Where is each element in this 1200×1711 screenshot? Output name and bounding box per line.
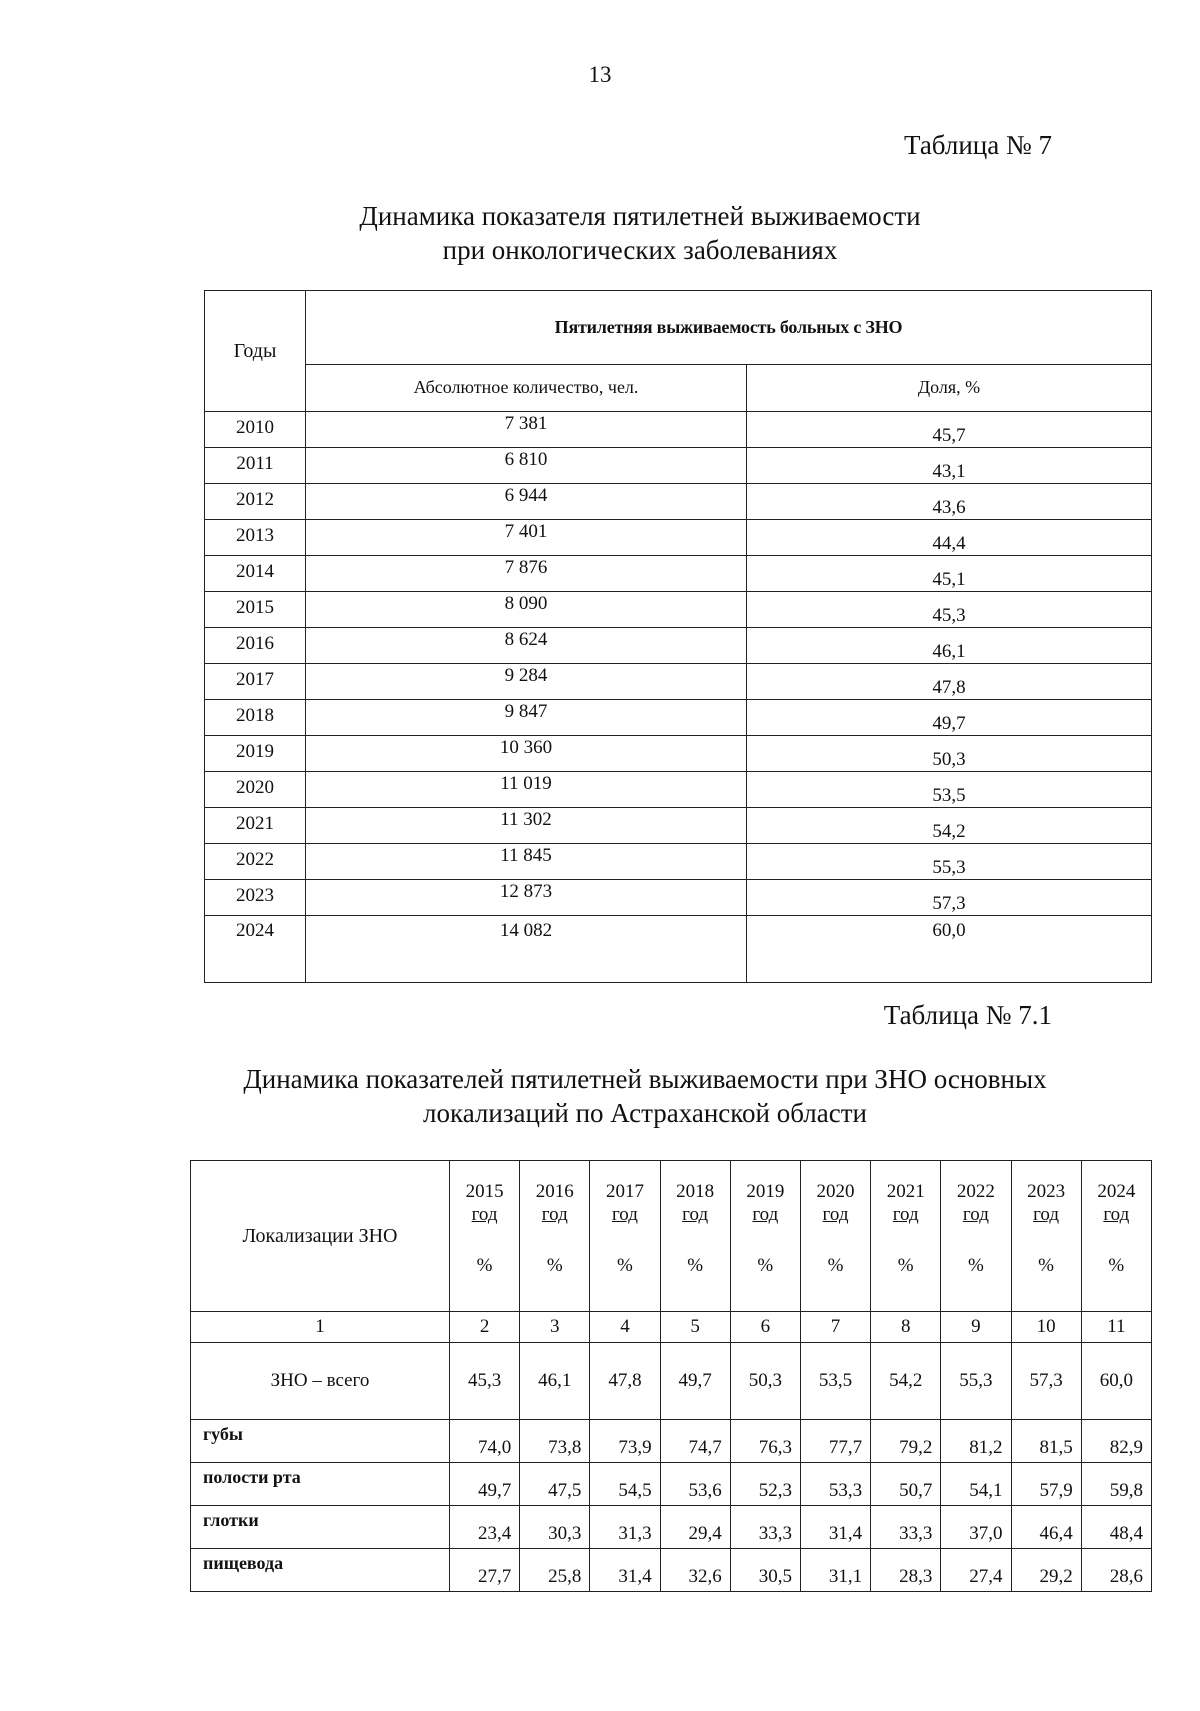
year-word: год: [822, 1203, 849, 1225]
value-cell: 31,3: [590, 1506, 660, 1549]
table-row: [191, 1549, 1152, 1592]
header-five-year-survival: Пятилетняя выживаемость больных с ЗНО: [306, 291, 1152, 365]
header-year-2019: [730, 1161, 800, 1312]
table-7-label: Таблица № 7: [904, 130, 1052, 160]
absolute-count-cell: 7 876: [306, 556, 747, 592]
year-cell: 2010: [205, 412, 306, 448]
year-cell: 2016: [205, 628, 306, 664]
table-row: [205, 484, 1152, 520]
column-number-cell: 3: [520, 1312, 590, 1343]
share-cell: 57,3: [747, 880, 1152, 916]
percent-label: %: [687, 1254, 704, 1276]
absolute-count-cell: 6 810: [306, 448, 747, 484]
share-cell: 49,7: [747, 700, 1152, 736]
header-share-percent: Доля, %: [747, 364, 1152, 411]
year-label: 2024: [1097, 1181, 1136, 1202]
value-cell: 54,2: [871, 1343, 941, 1420]
value-cell: 30,5: [730, 1549, 800, 1592]
percent-label: %: [897, 1254, 914, 1276]
column-number-cell: 5: [660, 1312, 730, 1343]
localization-cell: глотки: [191, 1506, 450, 1549]
value-cell: 33,3: [871, 1506, 941, 1549]
table-7-caption-line2: при онкологических заболеваниях: [442, 234, 838, 265]
table-7-1-label: Таблица № 7.1: [883, 1000, 1052, 1030]
value-cell: 57,3: [1011, 1343, 1081, 1420]
year-word: год: [1033, 1203, 1060, 1225]
value-cell: 77,7: [800, 1420, 870, 1463]
absolute-count-cell: 11 302: [306, 808, 747, 844]
value-cell: 53,3: [800, 1463, 870, 1506]
table-row: [205, 412, 1152, 448]
table-row: [205, 844, 1152, 880]
absolute-count-cell: 6 944: [306, 484, 747, 520]
table-row: [205, 448, 1152, 484]
year-cell: 2019: [205, 736, 306, 772]
value-cell: 27,4: [941, 1549, 1011, 1592]
header-years: Годы: [205, 291, 306, 412]
absolute-count-cell: 8 090: [306, 592, 747, 628]
percent-label: %: [1108, 1254, 1125, 1276]
year-word: год: [962, 1203, 989, 1225]
absolute-count-cell: 11 019: [306, 772, 747, 808]
value-cell: 73,8: [520, 1420, 590, 1463]
year-cell: 2012: [205, 484, 306, 520]
year-label: 2019: [746, 1181, 785, 1202]
localization-cell: губы: [191, 1420, 450, 1463]
absolute-count-cell: 11 845: [306, 844, 747, 880]
absolute-count-cell: 8 624: [306, 628, 747, 664]
year-cell: 2018: [205, 700, 306, 736]
year-word: год: [1103, 1203, 1130, 1225]
table-row: [205, 736, 1152, 772]
value-cell: 31,4: [590, 1549, 660, 1592]
table-row: [205, 556, 1152, 592]
value-cell: 54,1: [941, 1463, 1011, 1506]
survival-table: [204, 290, 1152, 983]
share-cell: 45,1: [747, 556, 1152, 592]
share-cell: 53,5: [747, 772, 1152, 808]
column-number-cell: 1: [191, 1312, 450, 1343]
year-cell: 2023: [205, 880, 306, 916]
percent-label: %: [546, 1254, 563, 1276]
table-row: [205, 808, 1152, 844]
year-label: 2021: [886, 1181, 925, 1202]
table-row: [205, 592, 1152, 628]
value-cell: 57,9: [1011, 1463, 1081, 1506]
value-cell: 79,2: [871, 1420, 941, 1463]
column-number-row: [191, 1312, 1152, 1343]
year-cell: 2021: [205, 808, 306, 844]
table-7-1-caption-line2: локализаций по Астраханской области: [423, 1097, 867, 1128]
share-cell: 43,6: [747, 484, 1152, 520]
column-number-cell: 6: [730, 1312, 800, 1343]
value-cell: 30,3: [520, 1506, 590, 1549]
absolute-count-cell: 10 360: [306, 736, 747, 772]
year-word: год: [541, 1203, 568, 1225]
year-cell: 2017: [205, 664, 306, 700]
header-year-2024: [1081, 1161, 1151, 1312]
share-cell: 50,3: [747, 736, 1152, 772]
share-cell: 47,8: [747, 664, 1152, 700]
value-cell: 74,7: [660, 1420, 730, 1463]
value-cell: 50,7: [871, 1463, 941, 1506]
column-number-cell: 10: [1011, 1312, 1081, 1343]
percent-label: %: [617, 1254, 633, 1276]
year-label: 2018: [676, 1181, 715, 1202]
value-cell: 47,5: [520, 1463, 590, 1506]
localization-cell: пищевода: [191, 1549, 450, 1592]
value-cell: 28,3: [871, 1549, 941, 1592]
header-localization: Локализации ЗНО: [191, 1161, 450, 1312]
year-cell: 2022: [205, 844, 306, 880]
year-cell: 2013: [205, 520, 306, 556]
year-word: год: [892, 1203, 919, 1225]
share-cell: 44,4: [747, 520, 1152, 556]
table-7-caption: [0, 200, 1200, 268]
year-label: 2016: [535, 1181, 574, 1202]
value-cell: 76,3: [730, 1420, 800, 1463]
value-cell: 59,8: [1081, 1463, 1151, 1506]
year-label: 2017: [605, 1181, 644, 1202]
value-cell: 53,5: [800, 1343, 870, 1420]
table-row: [191, 1506, 1152, 1549]
value-cell: 60,0: [1081, 1343, 1151, 1420]
table-row: [191, 1343, 1152, 1420]
table-7-1-caption-line1: Динамика показателей пятилетней выживаемости при ЗНО основных: [243, 1064, 1047, 1094]
table-row: [205, 520, 1152, 556]
percent-label: %: [827, 1254, 844, 1276]
value-cell: 29,4: [660, 1506, 730, 1549]
percent-label: %: [476, 1254, 493, 1276]
share-cell: 55,3: [747, 844, 1152, 880]
table-row: [191, 1420, 1152, 1463]
value-cell: 29,2: [1011, 1549, 1081, 1592]
value-cell: 27,7: [450, 1549, 520, 1592]
year-label: 2015: [465, 1181, 504, 1202]
percent-label: %: [757, 1254, 774, 1276]
header-year-2020: [800, 1161, 870, 1312]
value-cell: 28,6: [1081, 1549, 1151, 1592]
column-number-cell: 7: [800, 1312, 870, 1343]
value-cell: 81,2: [941, 1420, 1011, 1463]
localization-survival-table: [190, 1160, 1152, 1592]
year-word: год: [682, 1203, 709, 1225]
value-cell: 74,0: [450, 1420, 520, 1463]
absolute-count-cell: 7 381: [306, 412, 747, 448]
value-cell: 55,3: [941, 1343, 1011, 1420]
header-year-2021: [871, 1161, 941, 1312]
value-cell: 32,6: [660, 1549, 730, 1592]
value-cell: 33,3: [730, 1506, 800, 1549]
year-cell: 2024: [205, 916, 306, 983]
value-cell: 46,4: [1011, 1506, 1081, 1549]
table-row: [205, 772, 1152, 808]
table-row: [205, 700, 1152, 736]
column-number-cell: 8: [871, 1312, 941, 1343]
table-row: [205, 880, 1152, 916]
column-number-cell: 11: [1081, 1312, 1151, 1343]
value-cell: 82,9: [1081, 1420, 1151, 1463]
page-number: 13: [588, 62, 612, 87]
value-cell: 49,7: [660, 1343, 730, 1420]
share-cell: 45,7: [747, 412, 1152, 448]
absolute-count-cell: 14 082: [306, 916, 747, 983]
value-cell: 48,4: [1081, 1506, 1151, 1549]
header-year-2017: [590, 1161, 660, 1312]
value-cell: 37,0: [941, 1506, 1011, 1549]
value-cell: 47,8: [590, 1343, 660, 1420]
absolute-count-cell: 12 873: [306, 880, 747, 916]
table-row: [191, 1463, 1152, 1506]
column-number-cell: 9: [941, 1312, 1011, 1343]
column-number-cell: 2: [450, 1312, 520, 1343]
share-cell: 45,3: [747, 592, 1152, 628]
year-word: год: [471, 1203, 498, 1225]
percent-label: %: [1038, 1254, 1054, 1276]
header-year-2016: [520, 1161, 590, 1312]
value-cell: 53,6: [660, 1463, 730, 1506]
value-cell: 23,4: [450, 1506, 520, 1549]
header-year-2022: [941, 1161, 1011, 1312]
table-row: [205, 628, 1152, 664]
header-year-2018: [660, 1161, 730, 1312]
value-cell: 52,3: [730, 1463, 800, 1506]
percent-label: %: [967, 1254, 984, 1276]
value-cell: 31,1: [800, 1549, 870, 1592]
year-cell: 2020: [205, 772, 306, 808]
value-cell: 25,8: [520, 1549, 590, 1592]
year-cell: 2015: [205, 592, 306, 628]
header-year-2023: [1011, 1161, 1081, 1312]
header-absolute-count: Абсолютное количество, чел.: [306, 364, 747, 411]
value-cell: 81,5: [1011, 1420, 1081, 1463]
value-cell: 31,4: [800, 1506, 870, 1549]
absolute-count-cell: 7 401: [306, 520, 747, 556]
share-cell: 54,2: [747, 808, 1152, 844]
table-7-caption-line1: Динамика показателя пятилетней выживаемости: [359, 201, 921, 231]
table-7-1-caption: [0, 1063, 1200, 1131]
localization-cell: полости рта: [191, 1463, 450, 1506]
absolute-count-cell: 9 847: [306, 700, 747, 736]
share-cell: 46,1: [747, 628, 1152, 664]
year-label: 2023: [1027, 1181, 1066, 1202]
share-cell: 60,0: [747, 916, 1152, 983]
absolute-count-cell: 9 284: [306, 664, 747, 700]
year-cell: 2011: [205, 448, 306, 484]
value-cell: 49,7: [450, 1463, 520, 1506]
value-cell: 45,3: [450, 1343, 520, 1420]
column-number-cell: 4: [590, 1312, 660, 1343]
share-cell: 43,1: [747, 448, 1152, 484]
year-cell: 2014: [205, 556, 306, 592]
localization-cell: ЗНО – всего: [191, 1343, 450, 1420]
value-cell: 54,5: [590, 1463, 660, 1506]
value-cell: 73,9: [590, 1420, 660, 1463]
value-cell: 50,3: [730, 1343, 800, 1420]
header-year-2015: [450, 1161, 520, 1312]
year-label: 2020: [816, 1181, 855, 1202]
year-label: 2022: [956, 1181, 995, 1202]
table-row: [205, 664, 1152, 700]
table-row: [205, 916, 1152, 983]
year-word: год: [752, 1203, 779, 1225]
value-cell: 46,1: [520, 1343, 590, 1420]
year-word: год: [611, 1203, 638, 1225]
